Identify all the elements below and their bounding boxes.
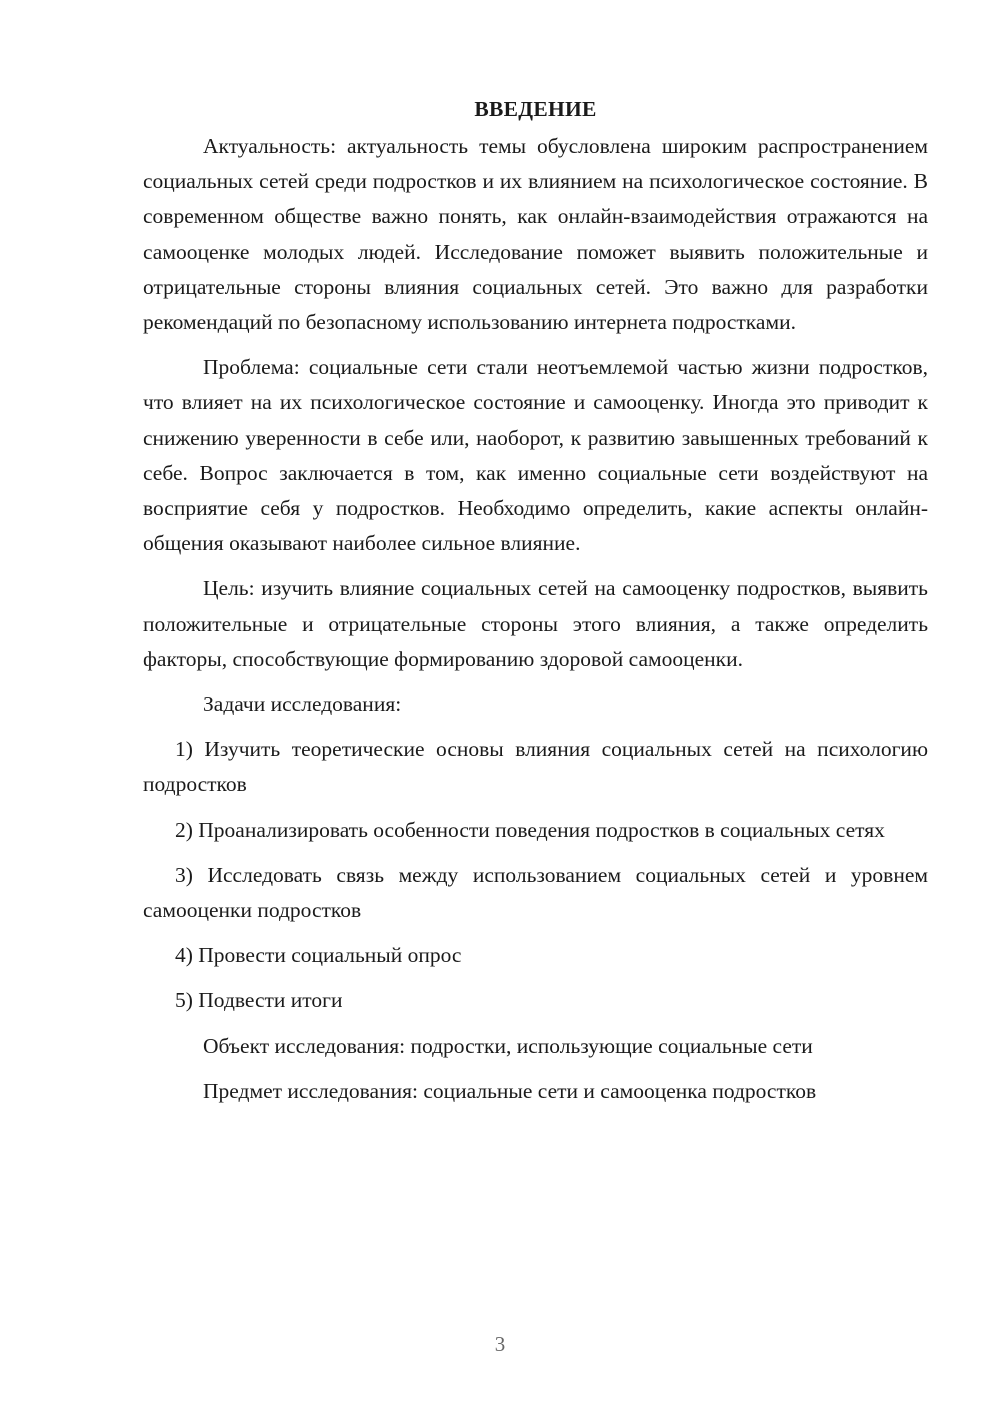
paragraph-goal: Цель: изучить влияние социальных сетей на самооценку подростков, выявить положительные и отрицательные стороны этого влияния, а также определить факторы, способствующие формированию здоровой самооценки. [143,576,928,671]
research-subject: Предмет исследования: социальные сети и самооценка подростков [203,1078,817,1103]
page-number: 3 [494,1332,506,1356]
tasks-heading: Задачи исследования: [203,692,402,717]
page-title: ВВЕДЕНИЕ [474,97,597,121]
task-item-1: 1) Изучить теоретические основы влияния социальных сетей на психологию подростков [143,737,928,797]
document-page [143,92,928,1119]
research-object: Объект исследования: подростки, использующие социальные сети [203,1033,813,1058]
paragraph-relevance: Актуальность: актуальность темы обусловлена широким распространением социальных сетей среди подростков и их влиянием на психологическое состояние. В современном обществе важно понять, как онлайн-взаимодействия отражаются на самооценке молодых людей. Исследование поможет выявить положительные и отрицательные стороны влияния социальных сетей. Это важно для разработки рекомендаций по безопасному использованию интернета подростками. [143,134,928,335]
task-item-4: 4) Провести социальный опрос [175,943,462,968]
task-item-3: 3) Исследовать связь между использованием социальных сетей и уровнем самооценки подростков [143,862,928,923]
paragraph-problem: Проблема: социальные сети стали неотъемлемой частью жизни подростков, что влияет на их психологическое состояние и самооценку. Иногда это приводит к снижению уверенности в себе или, наоборот, к развитию завышенных требований к себе. Вопрос заключается в том, как именно социальные сети воздействуют на восприятие себя у подростков. Необходимо определить, какие аспекты онлайн-общения оказывают наиболее сильное влияние. [143,355,928,556]
task-item-5: 5) Подвести итоги [175,988,343,1013]
task-item-2: 2) Проанализировать особенности поведения подростков в социальных сетях [175,817,885,842]
